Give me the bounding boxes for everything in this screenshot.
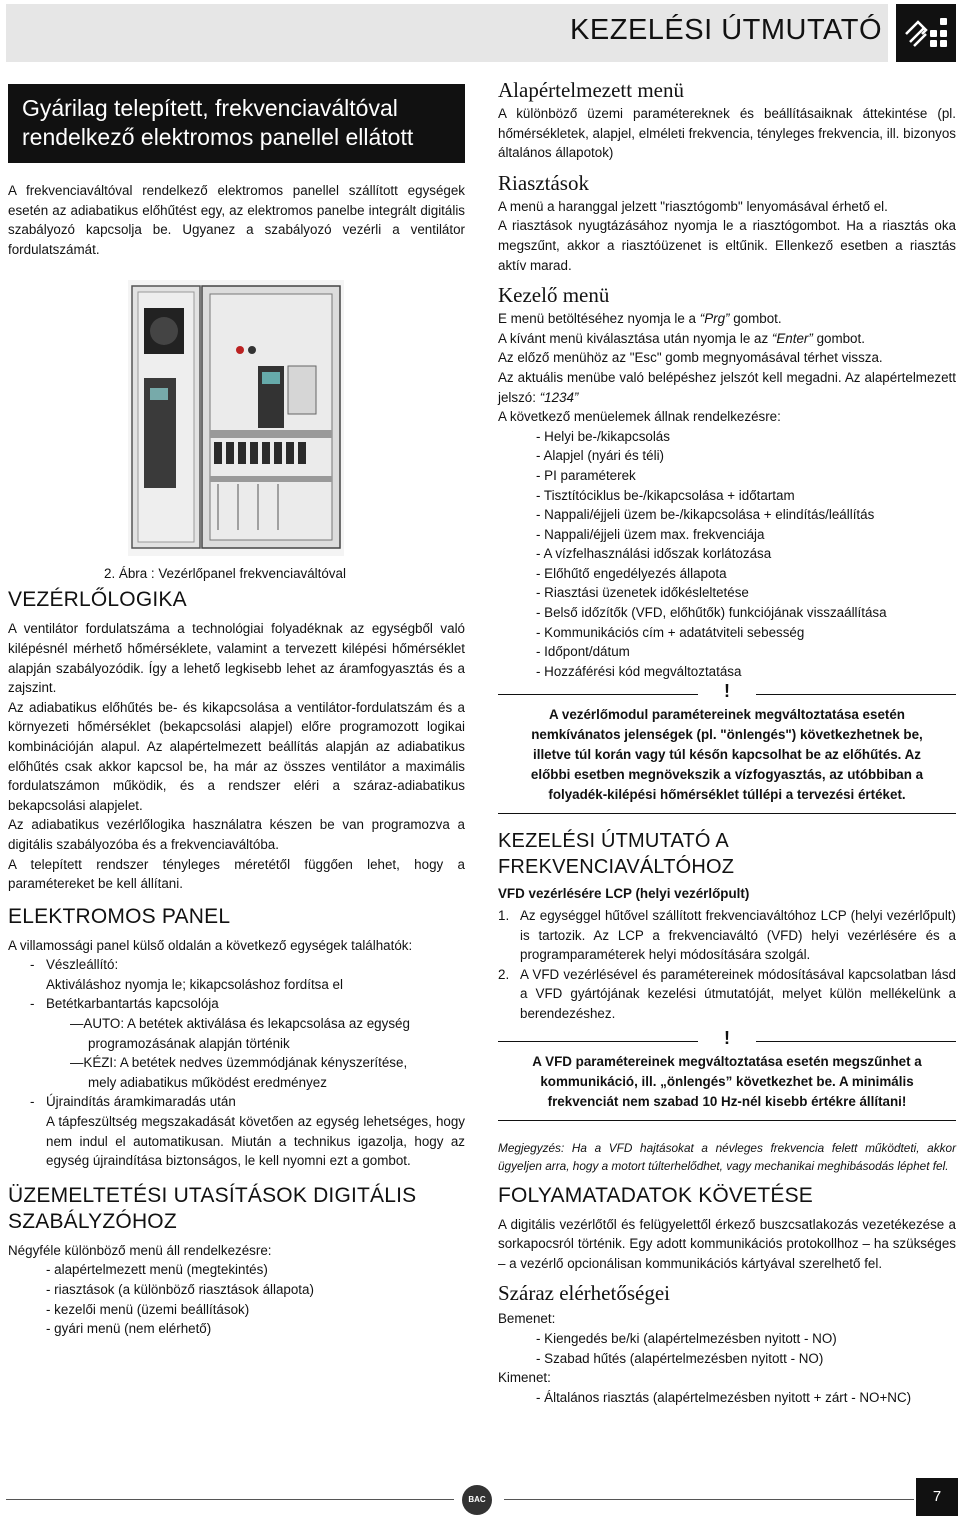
operator-menu-item: - A vízfelhasználási időszak korlátozása xyxy=(536,546,772,562)
menu-item: - kezelői menü (üzemi beállítások) xyxy=(46,1301,250,1317)
heading-szaraz: Száraz elérhetőségei xyxy=(498,1281,670,1306)
operator-menu-item: - Kommunikációs cím + adatátviteli sebesség xyxy=(536,624,805,640)
heading-alapertelmezett: Alapértelmezett menü xyxy=(498,78,684,102)
kezelo-line-5: A következő menüelemek állnak rendelkezésre: xyxy=(498,409,781,425)
warning-bottom-rule xyxy=(498,1120,956,1121)
panel-item-1-title: Vészleállító: xyxy=(46,957,119,973)
kezelo-line-4: Az aktuális menübe való belépéshez jelszót kell megadni. Az alapértelmezett jelszó: “1234” xyxy=(498,369,956,405)
heading-uzem-1: ÜZEMELTETÉSI UTASÍTÁSOK DIGITÁLIS xyxy=(8,1183,417,1207)
right-column xyxy=(498,78,956,1407)
box-title-line-1: Gyárilag telepített, frekvenciaváltóval xyxy=(22,95,398,121)
vfd-subheading: VFD vezérlésére LCP (helyi vezérlőpult) xyxy=(498,886,750,902)
logika-paragraph-3: Az adiabatikus vezérlőlogika használatra készen be van programozva a digitális szabályozóba és a frekvenciaváltóba. xyxy=(8,817,465,852)
note-paragraph: Megjegyzés: Ha a VFD hajtásokat a névleges frekvencia felett működteti, akkor ügyeljen arra, hogy a motort túlterhelődhet, vagy mechanikai meghibásodás léphet fel. xyxy=(498,1140,956,1173)
operator-menu-item: - Belső időzítők (VFD, előhűtők) funkciójának visszaállítása xyxy=(536,605,887,621)
intro-paragraph: A frekvenciaváltóval rendelkező elektromos panellel szállított egységek esetén az adiabatikus előhűtést egy, az elektromos panelbe integrált digitális szabályozó kapcsolja be. Ugyanez a szabályozó vezérli a ventilátor fordulatszámát. xyxy=(8,183,465,257)
heading-folyamat: FOLYAMATADATOK KÖVETÉSE xyxy=(498,1183,813,1207)
bemenet-list xyxy=(498,1329,956,1368)
enter-key: “Enter” xyxy=(771,330,813,346)
kezelo-line-1: E menü betöltéséhez nyomja le a “Prg” gombot. xyxy=(498,311,782,327)
operator-menu-item: - Időpont/dátum xyxy=(536,644,630,660)
operator-menu-item: - PI paraméterek xyxy=(536,467,636,483)
operator-menu-item: - Helyi be-/kikapcsolás xyxy=(536,428,670,444)
heading-riasztasok: Riasztások xyxy=(498,170,589,195)
heading-logika: VEZÉRLŐLOGIKA xyxy=(8,588,187,612)
footer-rule-right xyxy=(504,1499,914,1500)
folyamat-paragraph: A digitális vezérlőtől és felügyelettől érkező buszcsatlakozás vezetékezése a sorkapocsról történik. Egy adott kommunikációs protokollhoz – ha szükséges – a vezérlő opcionálisan kommunikációs kártyával szerelhető fel. xyxy=(498,1216,956,1271)
riaszt-paragraph-1: A menü a haranggal jelzett "riasztógomb" lenyomásával érhető el. xyxy=(498,198,888,214)
operator-menu-item: - Hozzáférési kód megváltoztatása xyxy=(536,663,742,679)
footer-rule-left xyxy=(6,1499,454,1500)
logika-paragraph-1: A ventilátor fordulatszáma a technológiai folyadéknak az egységből való kilépésnél mérhető hőmérséklete, valamint a tervezett kilépési hőmérséklet alapján szabályozódik. Így a lehető legkisebb lehet az áramfogyasztás és a zajszint. xyxy=(8,621,465,696)
operator-menu-item: - Előhűtő engedélyezés állapota xyxy=(536,565,727,581)
bemenet-item: - Szabad hűtés (alapértelmezésben nyitott - NO) xyxy=(536,1350,824,1366)
kimenet-label: Kimenet: xyxy=(498,1370,551,1386)
panel-item-1-text: Aktiváláshoz nyomja le; kikapcsoláshoz fordítsa el xyxy=(46,976,343,992)
bac-logo-icon: BAC xyxy=(462,1485,492,1515)
uzem-paragraph: Négyféle különböző menü áll rendelkezésre: xyxy=(8,1242,272,1258)
box-title-line-2: rendelkező elektromos panellel ellátott xyxy=(22,124,414,150)
logika-paragraph-2: Az adiabatikus előhűtés be- és kikapcsolása a ventilátor-fordulatszám és a környezeti hőmérséklet (bekapcsolási alapjel) előre programozott logikai kombinációján alapul. Az alapértelmezett beállítás alapján az adiabatikus előhűtés csak akkor kapcsol be, ha már az összes ventilátor a maximális fordulatszámon működik, és a rendszer eléri a száraz-adiabatikus bekapcsolási alapjelet. xyxy=(8,699,465,813)
kezi-line-2: mely adiabatikus működést eredményez xyxy=(88,1074,327,1090)
panel-item-3: - Újraindítás áramkimaradás után A tápfeszültség megszakadását követően az egység lehetséges, hogy nem indul el automatikusan. Miután a technikus igazolja, hogy az egység újraindítása biztonságos, le kell nyomni ezt a gombot. xyxy=(8,1092,465,1170)
auto-line-2: programozásának alapján történik xyxy=(88,1035,290,1051)
operator-menu-item: - Riasztási üzenetek időkésleltetése xyxy=(536,585,749,601)
menu-item: - gyári menü (nem elérhető) xyxy=(46,1321,212,1337)
auto-line-1: —AUTO: A betétek aktiválása és lekapcsolása az egység xyxy=(70,1016,410,1032)
hand-control-icon xyxy=(896,4,956,62)
warning-mark: ! xyxy=(724,1027,730,1048)
operator-menu-list xyxy=(498,427,956,682)
alap-paragraph: A különböző üzemi paramétereknek és beállításaiknak áttekintése (pl. hőmérsékletek, alapjel, elméleti frekvencia, tényleges frekvencia, ill. bizonyos általános állapotok) xyxy=(498,106,956,161)
default-password: “1234” xyxy=(539,389,579,405)
section-title-box xyxy=(8,84,465,163)
kezi-line-1: —KÉZI: A betétek nedves üzemmódjának kényszerítése, xyxy=(70,1055,408,1071)
restart-text: A tápfeszültség megszakadását követően az egység lehetséges, hogy nem indul el automatikusan. Miután a technikus igazolja, hogy az egység újraindítása biztonságos, le kell nyomni ezt a gombot. xyxy=(46,1114,465,1169)
vfd-item-2: 2. A VFD vezérlésével és paramétereinek módosításával kapcsolatban lásd a VFD gyártójának kezelési útmutatóját, melyet külön mellékelünk a berendezéshez. xyxy=(498,966,956,1021)
document-title: KEZELÉSI ÚTMUTATÓ xyxy=(570,14,882,46)
menu-item: - alapértelmezett menü (megtekintés) xyxy=(46,1262,268,1278)
kezelo-line-2: A kívánt menü kiválasztása után nyomja le az “Enter” gombot. xyxy=(498,330,865,346)
menu-item: - riasztások (a különböző riasztások állapota) xyxy=(46,1282,314,1297)
page-number: 7 xyxy=(916,1478,958,1516)
kezelo-line-3: Az előző menühöz az "Esc" gomb megnyomásával térhet vissza. xyxy=(498,350,883,366)
kimenet-item: - Általános riasztás (alapértelmezésben nyitott + zárt - NO+NC) xyxy=(536,1389,912,1405)
warning-bottom-rule xyxy=(498,813,956,814)
bemenet-label: Bemenet: xyxy=(498,1311,556,1327)
panel-item-3-title: Újraindítás áramkimaradás után xyxy=(46,1094,236,1110)
warning-box-1: A vezérlőmodul paramétereinek megváltoztatása esetén nemkívánatos jelenségek (pl. "önlengés") következhetnek be, illetve túl korán vagy túl későn kapcsolhat be az előhűtés. Az előbbi esetben megnövekszik a vízfogyasztás, az utóbbiban a folyadék-kilépési hőmérséklet túllépi a tervezési értéket. xyxy=(530,707,924,803)
vfd-item-1: 1. Az egységgel hűtővel szállított frekvenciaváltóhoz LCP (helyi vezérlőpult) is tartozik. Az LCP a frekvenciaváltó (VFD) helyi vezérlésére és a programparaméterek helyi módosítására szolgál. xyxy=(498,908,956,963)
panel-item-2-title: Betétkarbantartás kapcsolója xyxy=(46,996,219,1012)
left-column xyxy=(8,84,465,1339)
bemenet-item: - Kiengedés be/ki (alapértelmezésben nyitott - NO) xyxy=(536,1330,837,1346)
warning-divider xyxy=(498,683,956,705)
logika-paragraph-4: A telepített rendszer tényleges méretétől függően lehet, hogy a paramétereket be kell állítani. xyxy=(8,856,465,892)
heading-uzem-2: SZABÁLYZÓHOZ xyxy=(8,1209,177,1233)
heading-kezelo: Kezelő menü xyxy=(498,283,610,308)
heading-panel: ELEKTROMOS PANEL xyxy=(8,904,231,928)
kimenet-list xyxy=(498,1388,956,1408)
figure-caption: 2. Ábra : Vezérlőpanel frekvenciaváltóval xyxy=(104,566,346,581)
warning-divider xyxy=(498,1027,956,1052)
operator-menu-item: - Nappali/éjjeli üzem be-/kikapcsolása + elindítás/leállítás xyxy=(536,507,875,523)
operator-menu-item: - Alapjel (nyári és téli) xyxy=(536,448,665,464)
operator-menu-item: - Nappali/éjjeli üzem max. frekvenciája xyxy=(536,526,765,542)
menu-list xyxy=(8,1260,465,1338)
control-panel-photo xyxy=(128,280,344,556)
warning-box-2: A VFD paramétereinek megváltoztatása esetén megszűnhet a kommunikáció, ill. „önlengés” következhet be. A minimális frekvenciát nem szabad 10 Hz-nél kisebb értékre állítani! xyxy=(532,1053,922,1109)
warning-mark: ! xyxy=(724,681,730,702)
operator-menu-item: - Tisztítóciklus be-/kikapcsolása + időtartam xyxy=(536,487,795,503)
prg-key: “Prg” xyxy=(699,311,730,327)
panel-item-1: - Vészleállító: Aktiváláshoz nyomja le; kikapcsoláshoz fordítsa el xyxy=(8,955,465,994)
heading-vfd: KEZELÉSI ÚTMUTATÓ A FREKVENCIAVÁLTÓHOZ xyxy=(498,830,735,879)
panel-item-2: - Betétkarbantartás kapcsolója —AUTO: A betétek aktiválása és lekapcsolása az egység programozásának alapján történik —KÉZI: A betétek nedves üzemmódjának kényszerítése, mely adiabatikus működést eredményez xyxy=(8,994,465,1092)
riaszt-paragraph-2: A riasztások nyugtázásához nyomja le a riasztógombot. Ha a riasztás oka megszűnt, akkor a riasztóüzenet is eltűnik. Ellenkező esetben a riasztás aktív marad. xyxy=(498,218,956,273)
panel-paragraph: A villamossági panel külső oldalán a következő egységek találhatók: xyxy=(8,937,413,953)
